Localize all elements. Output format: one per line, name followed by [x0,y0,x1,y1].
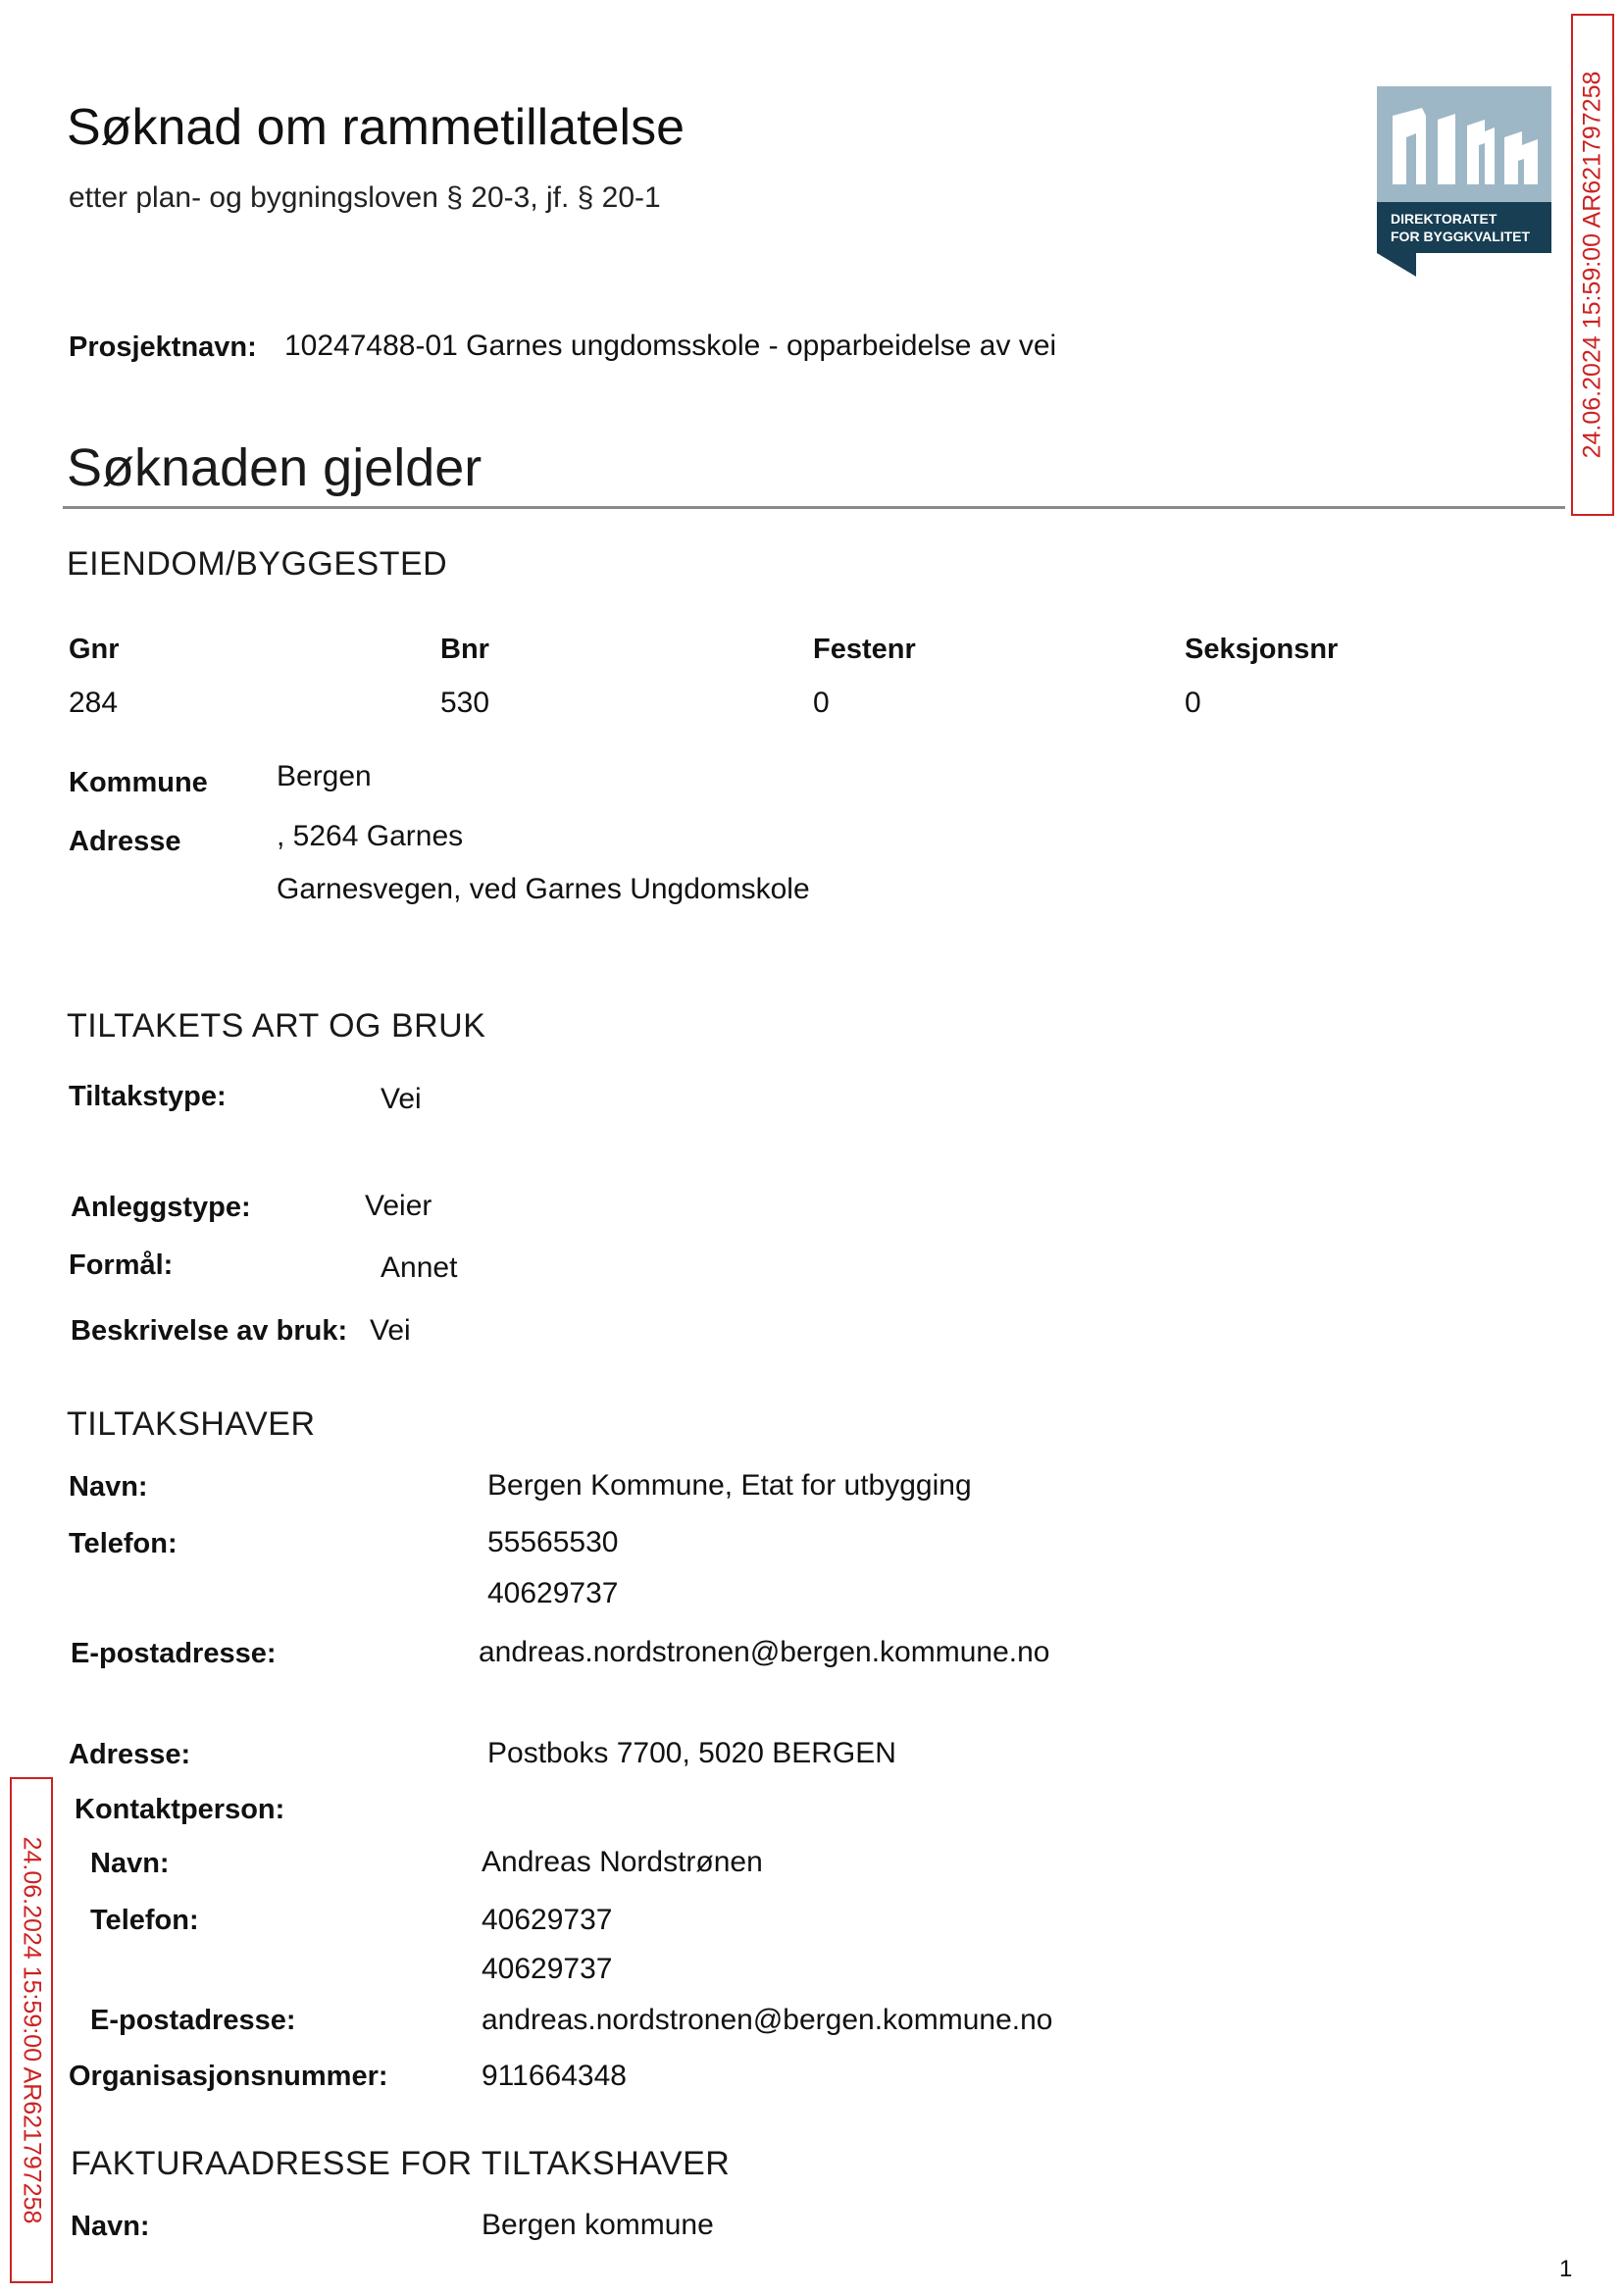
kontakt-telefon-2: 40629737 [482,1953,613,1985]
project-name-value: 10247488-01 Garnes ungdomsskole - opparbeidelse av vei [284,330,1057,362]
anleggstype-label: Anleggstype: [71,1192,251,1223]
tiltakshaver-epost-value: andreas.nordstronen@bergen.kommune.no [479,1636,1050,1668]
tiltakshaver-telefon-1: 55565530 [487,1526,619,1558]
orgnr-label: Organisasjonsnummer: [69,2061,388,2092]
document-title: Søknad om rammetillatelse [67,99,685,156]
faktura-heading: FAKTURAADRESSE FOR TILTAKSHAVER [71,2145,731,2182]
tiltakshaver-adresse-value: Postboks 7700, 5020 BERGEN [487,1737,896,1769]
beskrivelse-value: Vei [370,1314,411,1347]
seksjonsnr-label: Seksjonsnr [1185,634,1339,665]
kontaktperson-label: Kontaktperson: [75,1794,285,1825]
festenr-label: Festenr [813,634,916,665]
tiltakshaver-navn-label: Navn: [69,1471,148,1503]
tiltak-heading: TILTAKETS ART OG BRUK [67,1007,486,1045]
formal-value: Annet [381,1251,458,1284]
faktura-navn-value: Bergen kommune [482,2209,714,2241]
tiltakstype-value: Vei [381,1083,422,1115]
tiltakshaver-navn-value: Bergen Kommune, Etat for utbygging [487,1469,972,1502]
festenr-value: 0 [813,687,830,719]
kommune-value: Bergen [277,760,372,792]
project-name-label: Prosjektnavn: [69,331,257,363]
section-heading-soknaden-gjelder: Søknaden gjelder [67,438,482,497]
logo-text-line1: DIREKTORATET [1391,211,1497,227]
gnr-value: 284 [69,687,119,719]
kontakt-epost-value: andreas.nordstronen@bergen.kommune.no [482,2004,1053,2036]
orgnr-value: 911664348 [482,2060,627,2092]
bnr-value: 530 [440,687,490,719]
gnr-label: Gnr [69,634,120,665]
kommune-label: Kommune [69,767,208,798]
page-number: 1 [1559,2256,1573,2282]
tiltakshaver-telefon-2: 40629737 [487,1577,619,1609]
document-subtitle: etter plan- og bygningsloven § 20-3, jf. § 20-1 [69,181,661,214]
eiendom-heading: EIENDOM/BYGGESTED [67,545,448,583]
logo-text-line2: FOR BYGGKVALITET [1391,229,1531,244]
receipt-stamp-top-text: 24.06.2024 15:59:00 AR621797258 [1578,71,1606,459]
tiltakstype-label: Tiltakstype: [69,1081,227,1112]
tiltakshaver-adresse-label: Adresse: [69,1739,191,1770]
tiltakshaver-epost-label: E-postadresse: [71,1638,277,1669]
dibk-logo [1377,86,1551,277]
seksjonsnr-value: 0 [1185,687,1201,719]
adresse-label: Adresse [69,826,181,857]
beskrivelse-label: Beskrivelse av bruk: [71,1315,348,1347]
bnr-label: Bnr [440,634,489,665]
kontakt-epost-label: E-postadresse: [90,2005,296,2036]
formal-label: Formål: [69,1249,174,1281]
faktura-navn-label: Navn: [71,2211,150,2242]
receipt-stamp-bottom-text: 24.06.2024 15:59:00 AR621797258 [18,1836,46,2224]
kontakt-telefon-1: 40629737 [482,1904,613,1936]
tiltakshaver-telefon-label: Telefon: [69,1528,178,1559]
adresse-line1: , 5264 Garnes [277,820,464,852]
anleggstype-value: Veier [365,1190,432,1222]
tiltakshaver-heading: TILTAKSHAVER [67,1405,316,1443]
receipt-stamp-bottom [10,1777,53,2283]
receipt-stamp-top [1571,14,1614,516]
heading-divider [63,506,1565,509]
kontakt-navn-value: Andreas Nordstrønen [482,1846,763,1878]
kontakt-navn-label: Navn: [90,1848,170,1879]
kontakt-telefon-label: Telefon: [90,1905,199,1936]
adresse-line2: Garnesvegen, ved Garnes Ungdomskole [277,873,810,905]
